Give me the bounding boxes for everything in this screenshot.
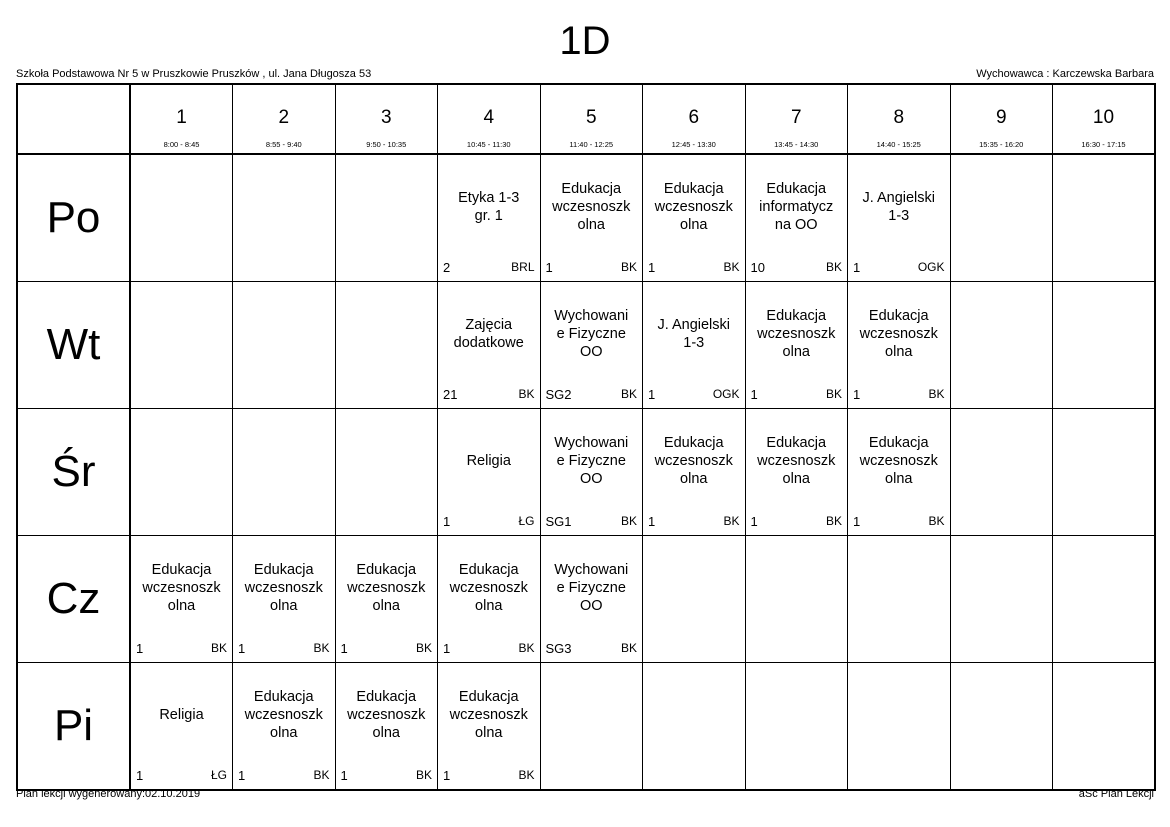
- lesson-cell: [438, 282, 541, 409]
- lesson-room: 21: [443, 387, 458, 402]
- lesson-room: SG1: [545, 514, 572, 529]
- software-credit: aSc Plan Lekcji: [1078, 788, 1154, 800]
- lesson-cell: [130, 536, 233, 663]
- empty-cell: [848, 663, 951, 791]
- empty-cell: [130, 154, 233, 282]
- lesson-cell: [233, 663, 336, 791]
- lesson-cell: [335, 663, 438, 791]
- empty-cell: [335, 409, 438, 536]
- empty-cell: [335, 154, 438, 282]
- lesson-room: 1: [340, 641, 348, 656]
- lesson-subject: Edukacja wczesnoszk olna: [449, 689, 528, 741]
- lesson-teacher: BK: [313, 641, 330, 655]
- generated-date: Plan lekcji wygenerowany:02.10.2019: [16, 788, 201, 800]
- period-header: [643, 84, 746, 154]
- lesson-teacher: ŁG: [210, 768, 227, 782]
- lesson-cell: [643, 154, 746, 282]
- day-cell: [17, 409, 130, 536]
- lesson-teacher: BK: [518, 768, 535, 782]
- period-number: 6: [688, 107, 700, 128]
- empty-cell: [950, 282, 1053, 409]
- lesson-room: 10: [750, 260, 765, 275]
- lesson-subject: Edukacja wczesnoszk olna: [142, 562, 221, 614]
- lesson-cell: [335, 536, 438, 663]
- lesson-subject: Etyka 1-3 gr. 1: [458, 190, 520, 224]
- lesson-teacher: BK: [313, 768, 330, 782]
- lesson-subject: Wychowani e Fizyczne OO: [554, 308, 629, 360]
- day-row: [17, 663, 1155, 791]
- lesson-subject: Edukacja wczesnoszk olna: [449, 562, 528, 614]
- period-header: [1053, 84, 1156, 154]
- lesson-room: SG3: [545, 641, 572, 656]
- period-number: 10: [1092, 107, 1115, 128]
- day-label: Śr: [51, 447, 96, 496]
- lesson-teacher: BK: [825, 514, 842, 528]
- lesson-teacher: BK: [620, 514, 637, 528]
- lesson-subject: Edukacja wczesnoszk olna: [859, 435, 938, 487]
- period-number: 9: [995, 107, 1007, 128]
- lesson-subject: Edukacja wczesnoszk olna: [244, 562, 323, 614]
- day-cell: [17, 282, 130, 409]
- lesson-cell: [438, 536, 541, 663]
- lesson-subject: J. Angielski 1-3: [657, 317, 731, 351]
- lesson-teacher: BK: [620, 641, 637, 655]
- period-time: 11:40 - 12:25: [569, 140, 614, 149]
- empty-cell: [1053, 409, 1156, 536]
- lesson-cell: [643, 409, 746, 536]
- period-header: [540, 84, 643, 154]
- lesson-cell: [438, 409, 541, 536]
- lesson-teacher: ŁG: [518, 514, 535, 528]
- corner-cell: [17, 84, 130, 154]
- period-number: 4: [483, 107, 495, 128]
- header-row: [17, 84, 1155, 154]
- lesson-room: 1: [750, 514, 758, 529]
- day-cell: [17, 154, 130, 282]
- day-label: Wt: [46, 320, 101, 369]
- lesson-room: 1: [853, 514, 861, 529]
- period-number: 5: [585, 107, 597, 128]
- empty-cell: [950, 536, 1053, 663]
- lesson-cell: [848, 154, 951, 282]
- period-number: 2: [278, 107, 290, 128]
- lesson-cell: [848, 409, 951, 536]
- lesson-room: 1: [238, 641, 246, 656]
- empty-cell: [233, 282, 336, 409]
- lesson-room: 1: [443, 514, 451, 529]
- day-row: [17, 409, 1155, 536]
- period-header: [745, 84, 848, 154]
- period-time: 9:50 - 10:35: [366, 140, 407, 149]
- class-teacher: Wychowawca : Karczewska Barbara: [976, 68, 1154, 80]
- lesson-teacher: BK: [928, 514, 945, 528]
- empty-cell: [233, 154, 336, 282]
- lesson-cell: [745, 154, 848, 282]
- empty-cell: [1053, 282, 1156, 409]
- lesson-cell: [438, 663, 541, 791]
- lesson-cell: [540, 282, 643, 409]
- lesson-room: 1: [136, 768, 144, 783]
- day-cell: [17, 663, 130, 791]
- period-number: 8: [893, 107, 905, 128]
- lesson-room: 1: [340, 768, 348, 783]
- lesson-cell: [745, 409, 848, 536]
- lesson-subject: Edukacja wczesnoszk olna: [347, 689, 426, 741]
- lesson-cell: [540, 154, 643, 282]
- lesson-cell: [438, 154, 541, 282]
- period-time: 13:45 - 14:30: [774, 140, 819, 149]
- lesson-subject: Edukacja informatycz na OO: [759, 181, 834, 233]
- lesson-cell: [745, 282, 848, 409]
- lesson-room: 1: [750, 387, 758, 402]
- empty-cell: [643, 536, 746, 663]
- empty-cell: [1053, 154, 1156, 282]
- lesson-teacher: BK: [210, 641, 227, 655]
- lesson-room: 1: [545, 260, 553, 275]
- period-time: 14:40 - 15:25: [876, 140, 921, 149]
- empty-cell: [950, 663, 1053, 791]
- lesson-subject: Edukacja wczesnoszk olna: [859, 308, 938, 360]
- lesson-subject: Wychowani e Fizyczne OO: [554, 435, 629, 487]
- lesson-teacher: BK: [825, 387, 842, 401]
- empty-cell: [130, 282, 233, 409]
- lesson-teacher: BK: [928, 387, 945, 401]
- empty-cell: [233, 409, 336, 536]
- empty-cell: [643, 663, 746, 791]
- lesson-room: 1: [136, 641, 144, 656]
- day-cell: [17, 536, 130, 663]
- lesson-subject: Religia: [466, 453, 511, 469]
- day-row: [17, 154, 1155, 282]
- lesson-teacher: BK: [620, 260, 637, 274]
- lesson-teacher: BK: [825, 260, 842, 274]
- lesson-teacher: BK: [620, 387, 637, 401]
- school-name: Szkoła Podstawowa Nr 5 w Pruszkowie Pruszków , ul. Jana Długosza 53: [16, 68, 372, 80]
- lesson-room: 1: [853, 387, 861, 402]
- empty-cell: [1053, 663, 1156, 791]
- period-number: 1: [176, 107, 187, 128]
- lesson-subject: Edukacja wczesnoszk olna: [244, 689, 323, 741]
- lesson-subject: Edukacja wczesnoszk olna: [757, 435, 836, 487]
- lesson-teacher: BK: [518, 641, 535, 655]
- empty-cell: [130, 409, 233, 536]
- period-time: 8:55 - 9:40: [265, 140, 302, 149]
- period-header: [950, 84, 1053, 154]
- lesson-subject: Zajęcia dodatkowe: [453, 317, 524, 351]
- lesson-room: 2: [443, 260, 451, 275]
- day-row: [17, 536, 1155, 663]
- empty-cell: [950, 409, 1053, 536]
- period-header: [438, 84, 541, 154]
- timetable-grid: [16, 83, 1156, 791]
- lesson-subject: Edukacja wczesnoszk olna: [347, 562, 426, 614]
- lesson-teacher: OGK: [712, 387, 740, 401]
- period-number: 3: [380, 107, 392, 128]
- lesson-room: 1: [853, 260, 861, 275]
- lesson-cell: [233, 536, 336, 663]
- lesson-subject: Religia: [159, 707, 204, 723]
- lesson-subject: Edukacja wczesnoszk olna: [654, 435, 733, 487]
- day-label: Cz: [46, 574, 101, 623]
- lesson-subject: J. Angielski 1-3: [862, 190, 936, 224]
- lesson-cell: [848, 282, 951, 409]
- lesson-cell: [130, 663, 233, 791]
- lesson-subject: Edukacja wczesnoszk olna: [654, 181, 733, 233]
- empty-cell: [540, 663, 643, 791]
- lesson-teacher: BK: [723, 514, 740, 528]
- lesson-teacher: BK: [415, 641, 432, 655]
- lesson-room: 1: [648, 387, 656, 402]
- period-time: 12:45 - 13:30: [671, 140, 716, 149]
- empty-cell: [335, 282, 438, 409]
- lesson-teacher: OGK: [917, 260, 945, 274]
- lesson-cell: [643, 282, 746, 409]
- day-row: [17, 282, 1155, 409]
- empty-cell: [848, 536, 951, 663]
- lesson-subject: Edukacja wczesnoszk olna: [757, 308, 836, 360]
- period-header: [130, 84, 233, 154]
- empty-cell: [745, 663, 848, 791]
- empty-cell: [1053, 536, 1156, 663]
- period-header: [335, 84, 438, 154]
- lesson-teacher: BRL: [511, 260, 535, 274]
- lesson-room: 1: [648, 260, 656, 275]
- lesson-room: 1: [443, 641, 451, 656]
- lesson-teacher: BK: [723, 260, 740, 274]
- lesson-room: 1: [443, 768, 451, 783]
- period-time: 10:45 - 11:30: [466, 140, 511, 149]
- period-time: 8:00 - 8:45: [163, 140, 200, 149]
- lesson-room: 1: [238, 768, 246, 783]
- period-header: [233, 84, 336, 154]
- period-number: 7: [790, 107, 802, 128]
- empty-cell: [745, 536, 848, 663]
- lesson-teacher: BK: [415, 768, 432, 782]
- lesson-room: SG2: [545, 387, 572, 402]
- lesson-subject: Wychowani e Fizyczne OO: [554, 562, 629, 614]
- day-label: Po: [46, 193, 101, 242]
- lesson-subject: Edukacja wczesnoszk olna: [552, 181, 631, 233]
- lesson-cell: [540, 536, 643, 663]
- period-time: 16:30 - 17:15: [1081, 140, 1126, 149]
- lesson-cell: [540, 409, 643, 536]
- empty-cell: [950, 154, 1053, 282]
- period-time: 15:35 - 16:20: [979, 140, 1024, 149]
- day-label: Pi: [53, 701, 94, 750]
- lesson-room: 1: [648, 514, 656, 529]
- period-header: [848, 84, 951, 154]
- page-title: 1D: [559, 19, 611, 63]
- lesson-teacher: BK: [518, 387, 535, 401]
